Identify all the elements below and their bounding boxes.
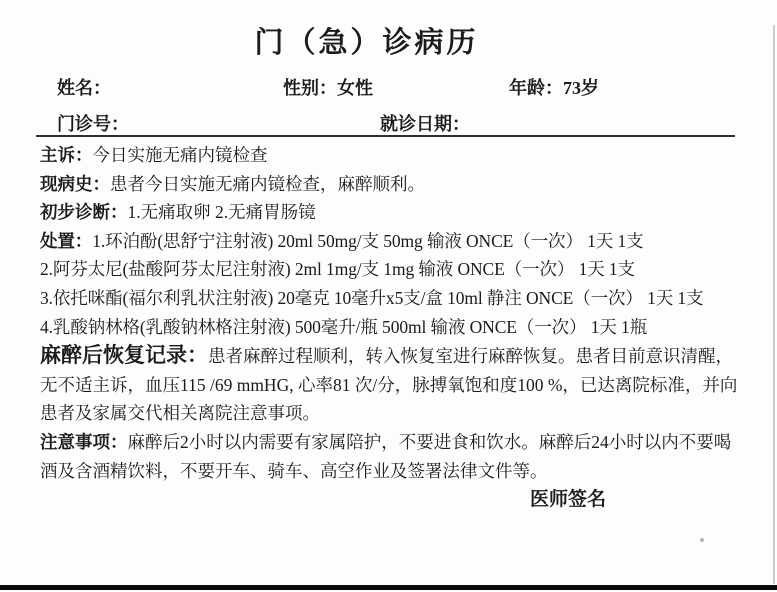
anesthesia-recovery-paragraph — [40, 341, 740, 428]
precautions-label: 注意事项： — [40, 431, 128, 452]
disposition-item: 4.乳酸钠林格(乳酸钠林格注射液) 500毫升/瓶 500ml 输液 ONCE（一次） 1天 1瓶 — [40, 316, 648, 337]
scan-right-edge-line — [773, 25, 775, 584]
present-illness-label: 现病史： — [40, 173, 110, 194]
disposition-line-4 — [40, 313, 740, 342]
anesthesia-recovery-label: 麻醉后恢复记录： — [40, 343, 208, 368]
chief-complaint-line — [40, 141, 740, 170]
header-separator-line — [36, 135, 735, 137]
disposition-item: 3.依托咪酯(福尔利乳状注射液) 20毫克 10毫升x5支/盒 10ml 静注 ONCE（一次） 1天 1支 — [40, 287, 704, 308]
disposition-label: 处置： — [40, 230, 93, 251]
scan-bottom-border — [0, 585, 777, 590]
physician-signature-label: 医师签名 — [530, 489, 607, 511]
precautions-text: 麻醉后2小时以内需要有家属陪护，不要进食和饮水。麻醉后24小时以内不要喝酒及含酒精饮料，不要开车、骑车、高空作业及签署法律文件等。 — [40, 431, 732, 481]
age-value: 73岁 — [563, 78, 599, 98]
present-illness-line — [40, 170, 740, 199]
disposition-line-1 — [40, 227, 740, 256]
chief-complaint-text: 今日实施无痛内镜检查 — [92, 145, 268, 165]
gender-value: 女性 — [337, 78, 373, 98]
name-label: 姓名： — [57, 78, 111, 98]
disposition-item: 2.阿芬太尼(盐酸阿芬太尼注射液) 2ml 1mg/支 1mg 输液 ONCE（一次） 1天 1支 — [40, 259, 635, 280]
header-row-patient — [0, 74, 777, 100]
precautions-paragraph — [40, 428, 740, 485]
gender-label: 性别： — [283, 78, 337, 98]
header-row-visit — [0, 110, 777, 136]
age-field — [509, 74, 599, 100]
disposition-item: 1.环泊酚(思舒宁注射液) 20ml 50mg/支 50mg 输液 ONCE（一次） 1天 1支 — [92, 230, 644, 251]
page-title: 门（急）诊病历 — [254, 27, 479, 59]
preliminary-diagnosis-text: 1.无痛取卵 2.无痛胃肠镜 — [127, 202, 316, 223]
chief-complaint-label: 主诉： — [40, 145, 93, 165]
anesthesia-recovery-text: 患者麻醉过程顺利，转入恢复室进行麻醉恢复。患者目前意识清醒，无不适主诉，血压115 /69 mmHG, 心率81 次/分，脉搏氧饱和度100 %，已达离院标准，并向患者及家属交代相关离院注意事项。 — [40, 346, 738, 424]
scan-smudge-mark — [700, 538, 704, 542]
preliminary-diagnosis-line — [40, 198, 740, 227]
clinic-number-label: 门诊号： — [57, 114, 129, 134]
disposition-line-2 — [40, 255, 740, 284]
gender-field — [283, 74, 373, 100]
disposition-line-3 — [40, 284, 740, 313]
physician-signature-line — [40, 485, 740, 515]
record-body — [40, 141, 740, 515]
age-label: 年龄： — [509, 78, 563, 98]
preliminary-diagnosis-label: 初步诊断： — [40, 202, 128, 223]
present-illness-text: 患者今日实施无痛内镜检查，麻醉顺利。 — [110, 173, 425, 194]
visit-date-label: 就诊日期： — [380, 114, 470, 134]
